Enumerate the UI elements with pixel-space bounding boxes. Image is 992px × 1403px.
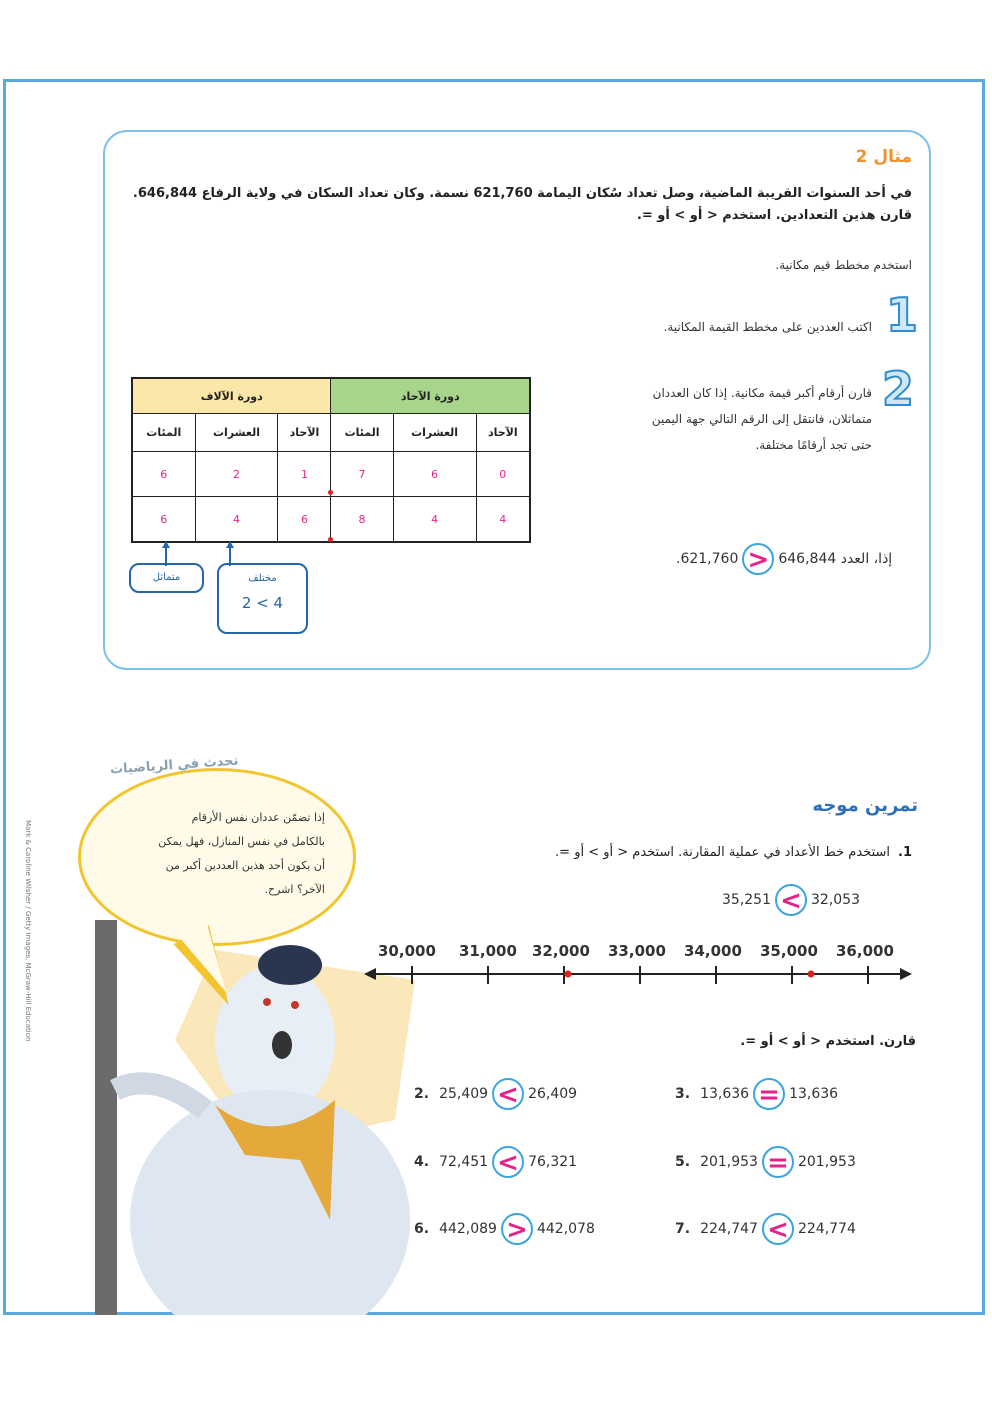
exercise-right: 201,953	[797, 1154, 856, 1170]
number-line	[364, 960, 912, 990]
exercise-left: 442,089	[439, 1221, 497, 1237]
col-tens-thousands: العشرات	[195, 414, 278, 452]
talk-line-3: أن يكون أحد هذين العددين أكبر من	[165, 859, 325, 872]
exercise-right: 442,078	[536, 1221, 595, 1237]
exercise-left: 201,953	[700, 1154, 758, 1170]
q1-symbol: <	[775, 884, 807, 916]
callout-different-value: 2 < 4	[241, 594, 284, 612]
col-tens-ones: العشرات	[393, 414, 476, 452]
exercise-left: 13,636	[700, 1086, 750, 1102]
talk-text	[95, 806, 325, 902]
nl-label: 30,000	[378, 942, 436, 960]
digit-cell: 6	[132, 452, 195, 497]
exercise-symbol: =	[762, 1146, 794, 1178]
period-marker	[328, 537, 333, 542]
exercise-right: 224,774	[797, 1221, 856, 1237]
period-marker	[328, 490, 333, 495]
talk-line-2: بالكامل في نفس المنازل، فهل يمكن	[158, 835, 325, 848]
exercise-5	[675, 1146, 856, 1178]
callout-different	[217, 563, 308, 634]
period-thousands: دورة الآلاف	[132, 378, 331, 414]
question-1	[555, 845, 912, 860]
exercise-number: 3.	[675, 1086, 691, 1102]
step-2-line-2: متماثلان، فانتقل إلى الرقم التالي جهة اليمين	[651, 412, 872, 426]
conclusion-row	[676, 543, 892, 575]
callout-same: متماثل	[129, 563, 204, 593]
exercise-left: 224,747	[700, 1221, 758, 1237]
q1-left-value: 35,251	[722, 892, 771, 908]
exercise-left: 72,451	[439, 1154, 489, 1170]
exercise-6	[414, 1213, 595, 1245]
exercise-symbol: >	[501, 1213, 533, 1245]
guided-practice-title: تمرين موجه	[812, 795, 918, 816]
step-1-number: 1	[886, 288, 919, 342]
exercise-symbol: <	[762, 1213, 794, 1245]
compare-instruction: قارن. استخدم < أو > أو =.	[740, 1034, 916, 1049]
exercise-number: 2.	[414, 1086, 430, 1102]
digit-cell: 0	[476, 452, 530, 497]
nl-label: 36,000	[836, 942, 894, 960]
problem-line-2: قارن هذين التعدادين. استخدم < أو > أو =.	[636, 208, 912, 223]
exercise-number: 6.	[414, 1221, 430, 1237]
problem-line-1: في أحد السنوات القريبة الماضية، وصل تعداد سُكان اليمامة 621,760 نسمة. وكان تعداد السكان في ولاية الرفاع 646,844.	[132, 186, 912, 201]
example-title: مثال 2	[855, 147, 912, 167]
place-value-table	[131, 377, 531, 543]
digit-cell: 6	[278, 497, 331, 543]
col-ones-ones: الآحاد	[476, 414, 530, 452]
talk-heading: تحدث في الرياضيات	[109, 753, 239, 778]
conclusion-suffix: 621,760.	[676, 551, 739, 567]
strategy-text: استخدم مخطط قيم مكانية.	[775, 258, 912, 272]
period-ones: دورة الآحاد	[331, 378, 530, 414]
exercise-right: 26,409	[528, 1086, 578, 1102]
conclusion-prefix: إذا، العدد 646,844	[778, 551, 893, 567]
exercise-number: 5.	[675, 1154, 691, 1170]
digit-cell: 6	[393, 452, 476, 497]
point-35251	[808, 971, 815, 978]
nl-label: 33,000	[608, 942, 666, 960]
exercise-right: 13,636	[789, 1086, 839, 1102]
exercise-2	[414, 1078, 577, 1110]
col-hundreds-thousands: المئات	[132, 414, 195, 452]
nl-label: 32,000	[532, 942, 590, 960]
col-ones-thousands: الآحاد	[278, 414, 331, 452]
step-2-line-3: حتى تجد أرقامًا مختلفة.	[755, 438, 872, 452]
conclusion-symbol: <	[742, 543, 774, 575]
digit-cell: 4	[195, 497, 278, 543]
step-1-text: اكتب العددين على مخطط القيمة المكانية.	[663, 320, 872, 334]
question-1-answer	[722, 884, 860, 916]
talk-line-1: إذا تضمّن عددان نفس الأرقام	[191, 811, 325, 824]
digit-cell: 4	[393, 497, 476, 543]
question-1-label: 1.	[898, 845, 912, 860]
digit-cell: 7	[331, 452, 393, 497]
exercise-left: 25,409	[439, 1086, 489, 1102]
step-2-number: 2	[882, 362, 915, 416]
exercise-number: 7.	[675, 1221, 691, 1237]
exercise-3	[675, 1078, 838, 1110]
digit-cell: 4	[476, 497, 530, 543]
nl-label: 31,000	[459, 942, 517, 960]
exercise-right: 76,321	[528, 1154, 578, 1170]
question-1-text: استخدم خط الأعداد في عملية المقارنة. استخدم < أو > أو =.	[555, 845, 890, 860]
exercise-symbol: <	[492, 1146, 524, 1178]
exercise-symbol: =	[753, 1078, 785, 1110]
exercise-number: 4.	[414, 1154, 430, 1170]
col-hundreds-ones: المئات	[331, 414, 393, 452]
digit-cell: 1	[278, 452, 331, 497]
exercise-7	[675, 1213, 856, 1245]
callout-different-label: مختلف	[248, 573, 277, 584]
point-32053	[565, 971, 572, 978]
q1-right-value: 32,053	[811, 892, 860, 908]
digit-cell: 2	[195, 452, 278, 497]
digit-cell: 6	[132, 497, 195, 543]
photo-credit: Mark & Caroline Wilsher / Getty Images, McGraw-Hill Education	[24, 820, 32, 1042]
exercise-symbol: <	[492, 1078, 524, 1110]
talk-line-4: الآخر؟ اشرح.	[264, 883, 325, 896]
digit-cell: 8	[331, 497, 393, 543]
step-2-line-1: قارن أرقام أكبر قيمة مكانية. إذا كان العددان	[652, 386, 872, 400]
exercise-4	[414, 1146, 577, 1178]
nl-label: 34,000	[684, 942, 742, 960]
nl-label: 35,000	[760, 942, 818, 960]
